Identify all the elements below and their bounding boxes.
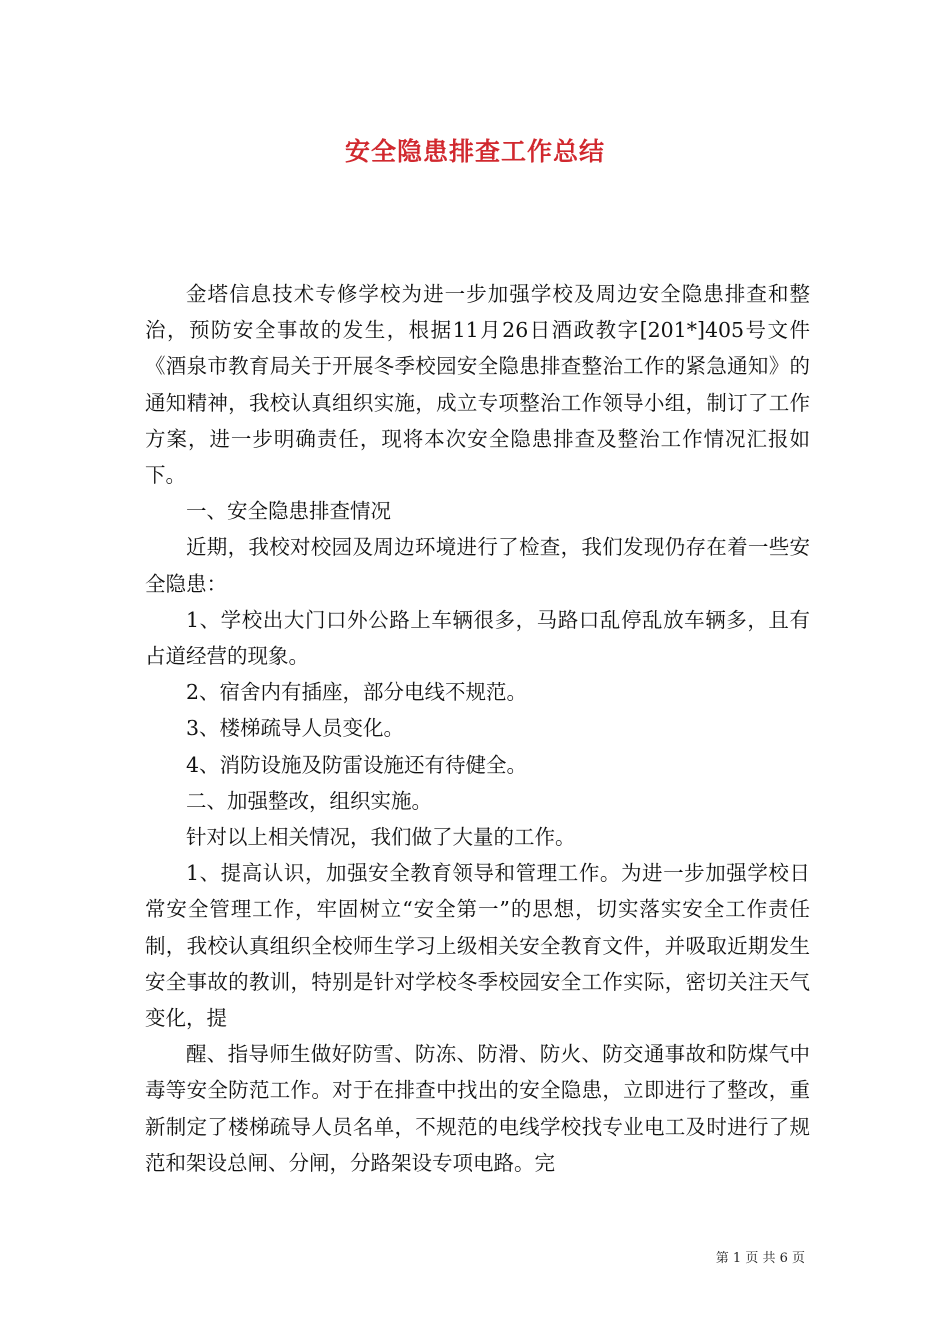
section-heading-2: 二、加强整改，组织实施。 (186, 788, 432, 813)
paragraph: 近期，我校对校园及周边环境进行了检查，我们发现仍存在着一些安全隐患： (145, 535, 810, 596)
section-heading-1: 一、安全隐患排查情况 (186, 499, 391, 524)
list-item: 1、提高认识，加强安全教育领导和管理工作。为进一步加强学校日常安全管理工作，牢固树立“安全第一”的思想，切实落实安全工作责任制，我校认真组织全校师生学习上级相关安全教育文件，并吸取近期发生安全事故的教训，特别是针对学校冬季校园安全工作实际，密切关注天气变化，提 (145, 861, 810, 1031)
paragraph: 针对以上相关情况，我们做了大量的工作。 (186, 825, 576, 850)
list-item: 2、宿舍内有插座，部分电线不规范。 (186, 680, 528, 705)
paragraph: 醒、指导师生做好防雪、防冻、防滑、防火、防交通事故和防煤气中毒等安全防范工作。对于在排查中找出的安全隐患，立即进行了整改，重新制定了楼梯疏导人员名单，不规范的电线学校找专业电工及时进行了规范和架设总闸、分闸，分路架设专项电路。完 (145, 1042, 810, 1175)
document-title: 安全隐患排查工作总结 (344, 137, 605, 166)
list-item: 1、学校出大门口外公路上车辆很多，马路口乱停乱放车辆多，且有占道经营的现象。 (145, 607, 810, 669)
paragraph-intro: 金塔信息技术专修学校为进一步加强学校及周边安全隐患排查和整治，预防安全事故的发生，根据11月26日酒政教字[201*]405号文件《酒泉市教育局关于开展冬季校园安全隐患排查整治工作的紧急通知》的通知精神，我校认真组织实施，成立专项整治工作领导小组，制订了工作方案，进一步明确责任，现将本次安全隐患排查及整治工作情况汇报如下。 (145, 282, 810, 488)
list-item: 4、消防设施及防雷设施还有待健全。 (186, 752, 528, 777)
document-body (145, 276, 810, 1181)
list-item: 3、楼梯疏导人员变化。 (186, 716, 405, 741)
page-number: 第 1 页 共 6 页 (715, 1251, 805, 1266)
